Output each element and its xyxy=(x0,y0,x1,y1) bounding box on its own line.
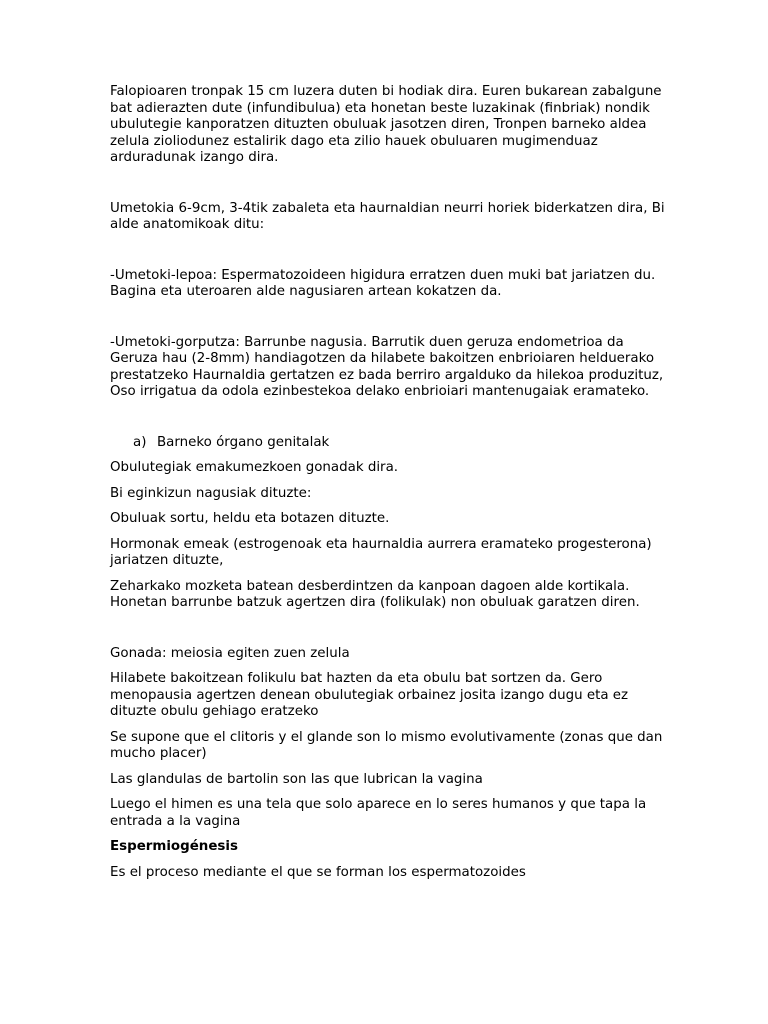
paragraph-himen: Luego el himen es una tela que solo aparece en lo seres humanos y que tapa la entrada a la vagina xyxy=(110,797,647,829)
paragraph-clitoris: Se supone que el clitoris y el glande son lo mismo evolutivamente (zonas que dan mucho placer) xyxy=(110,729,663,761)
paragraph-hilabete-bakoitzean: Hilabete bakoitzean folikulu bat hazten da eta obulu bat sortzen da. Gero menopausia agertzen denean obulutegiak orbainez josita izango dugu eta ez dituzte obulu gehiago eratzeko xyxy=(110,671,629,719)
list-item-barneko-organo xyxy=(110,435,670,452)
paragraph-obuluak-sortu: Obuluak sortu, heldu eta botazen dituzte. xyxy=(110,511,390,526)
document-body xyxy=(110,84,670,881)
paragraph-obulutegiak: Obulutegiak emakumezkoen gonadak dira. xyxy=(110,460,399,475)
paragraph-gonada: Gonada: meiosia egiten zuen zelula xyxy=(110,645,350,661)
list-marker: a) xyxy=(133,434,147,450)
paragraph-bi-eginkizun: Bi eginkizun nagusiak dituzte: xyxy=(110,485,312,501)
paragraph-hormonak: Hormonak emeak (estrogenoak eta haurnaldia aurrera eramateko progesterona) jariatzen dituzte, xyxy=(110,536,652,568)
list-item-label: Barneko órgano genitalak xyxy=(157,434,330,450)
paragraph-zeharkako-mozketa: Zeharkako mozketa batean desberdintzen da kanpoan dagoen alde kortikala. Honetan barrunbe batzuk agertzen dira (folikulak) non obuluak garatzen diren. xyxy=(110,578,640,610)
paragraph-umetoki-gorputza: -Umetoki-gorputza: Barrunbe nagusia. Barrutik duen geruza endometrioa da Geruza hau (2-8mm) handiagotzen da hilabete bakoitzen enbrioiaren helduerako prestatzeko Haurnaldia gertatzen ez bada berriro argalduko da hilekoa produzituz, Oso irrigatua da odola ezinbestekoa delako enbrioiari mantenugaiak eramateko. xyxy=(110,334,664,399)
paragraph-umetoki-lepoa: -Umetoki-lepoa: Espermatozoideen higidura erratzen duen muki bat jariatzen du. Bagina eta uteroaren alde nagusiaren artean kokatzen da. xyxy=(110,267,656,299)
paragraph-umetokia: Umetokia 6-9cm, 3-4tik zabaleta eta haurnaldian neurri horiek biderkatzen dira, Bi alde anatomikoak ditu: xyxy=(110,200,665,232)
section-heading: Espermiogénesis xyxy=(110,839,238,854)
paragraph-espermiogenesis: Es el proceso mediante el que se forman los espermatozoides xyxy=(110,864,526,880)
paragraph-falopio: Falopioaren tronpak 15 cm luzera duten bi hodiak dira. Euren bukarean zabalgune bat adierazten dute (infundibulua) eta honetan beste luzakinak (finbriak) nondik ubulutegie kanporatzen dituzten obuluak jasotzen diren, Tronpen barneko aldea zelula zioliodunez estalirik dago eta zilio hauek obuluaren mugimenduaz arduradunak izango dira. xyxy=(110,84,662,165)
paragraph-bartolin: Las glandulas de bartolin son las que lubrican la vagina xyxy=(110,771,483,787)
